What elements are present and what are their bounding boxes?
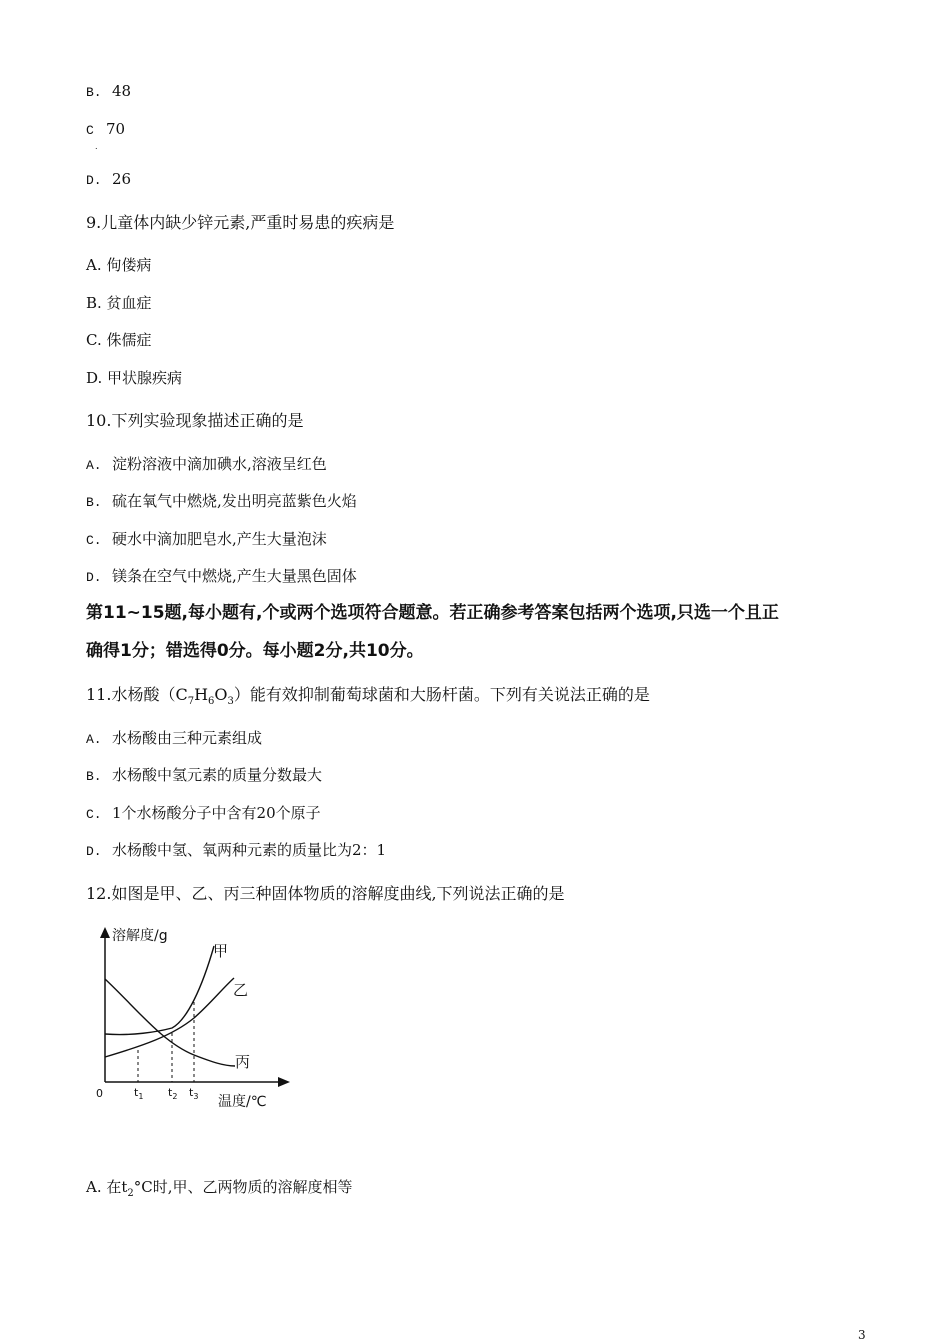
question-9-stem: 9.儿童体内缺少锌元素,严重时易患的疾病是 (86, 213, 395, 232)
option-d (86, 169, 131, 191)
curve-bing (105, 979, 235, 1066)
question-11-option-c (86, 803, 321, 825)
question-11-option-a (86, 728, 262, 750)
section-instruction-line-1: 第11~15题,每小题有,个或两个选项符合题意。若正确参考答案包括两个选项,只选一个且正 (86, 603, 779, 623)
subscript: 7 (187, 696, 195, 708)
option-letter: A. (86, 458, 102, 473)
subscript: 2 (127, 1188, 134, 1199)
question-12-stem: 12.如图是甲、乙、丙三种固体物质的溶解度曲线,下列说法正确的是 (86, 884, 565, 903)
solubility-curve-figure (92, 924, 307, 1114)
question-9-option-c: C. 侏儒症 (86, 331, 152, 349)
subscript: 6 (208, 696, 215, 708)
option-letter: D. (86, 173, 102, 188)
option-letter: B. (86, 769, 102, 784)
option-letter: B. (86, 495, 102, 510)
option-text: 硫在氧气中燃烧,发出明亮蓝紫色火焰 (112, 492, 357, 510)
option-prefix: A. 在t (86, 1178, 128, 1196)
element-symbol: O (214, 685, 228, 704)
curve-label-bing: 丙 (235, 1053, 251, 1071)
option-value: 70 (106, 120, 126, 138)
question-9-option-b: B. 贫血症 (86, 294, 152, 312)
option-letter: C. (86, 533, 102, 548)
curve-label-jia: 甲 (213, 942, 229, 960)
option-text: 水杨酸中氢、氧两种元素的质量比为2：1 (112, 841, 387, 859)
option-value: 48 (112, 82, 132, 100)
option-text: 镁条在空气中燃烧,产生大量黑色固体 (112, 567, 357, 585)
question-10-option-d (86, 566, 357, 588)
x-axis-label: 温度/℃ (218, 1094, 267, 1110)
curve-yi (105, 978, 234, 1057)
question-12-option-a (86, 1177, 353, 1204)
option-text: 水杨酸中氢元素的质量分数最大 (112, 766, 323, 784)
tick-t3: $t_3$ (189, 1086, 199, 1101)
option-letter: D. (86, 570, 102, 585)
tick-t2: $t_2$ (168, 1086, 178, 1101)
option-text: 1个水杨酸分子中含有20个原子 (112, 804, 321, 822)
option-letter: D. (86, 844, 102, 859)
option-letter: C (86, 123, 94, 138)
option-text: 淀粉溶液中滴加碘水,溶液呈红色 (112, 455, 327, 473)
question-10-stem: 10.下列实验现象描述正确的是 (86, 411, 304, 430)
stem-suffix: ）能有效抑制葡萄球菌和大肠杆菌。下列有关说法正确的是 (233, 685, 650, 704)
option-value: 26 (112, 170, 132, 188)
curve-jia (105, 946, 214, 1035)
subscript: 3 (227, 696, 234, 708)
option-text: 硬水中滴加肥皂水,产生大量泡沫 (112, 530, 327, 548)
stem-prefix: 11.水杨酸（C (86, 685, 188, 704)
option-c (86, 119, 125, 141)
origin-label: 0 (96, 1087, 103, 1100)
question-11-option-b (86, 765, 322, 787)
option-letter: C. (86, 807, 102, 822)
page-number: 3 (858, 1328, 866, 1342)
stray-dot: . (95, 142, 98, 151)
question-10-option-c (86, 529, 327, 551)
question-9-option-d: D. 甲状腺疾病 (86, 369, 183, 387)
question-11-stem (86, 685, 650, 712)
question-9-option-a: A. 佝偻病 (86, 256, 152, 274)
tick-t1: $t_1$ (134, 1086, 144, 1101)
y-axis-label: 溶解度/g (112, 928, 168, 944)
y-axis-arrow (100, 927, 110, 938)
question-10-option-b (86, 491, 357, 513)
option-suffix: °C时,甲、乙两物质的溶解度相等 (133, 1178, 353, 1196)
question-10-option-a (86, 454, 327, 476)
question-11-option-d (86, 840, 386, 862)
option-letter: B. (86, 85, 102, 100)
section-instruction-line-2: 确得1分；错选得0分。每小题2分,共10分。 (86, 641, 424, 661)
curve-label-yi: 乙 (233, 981, 249, 999)
option-letter: A. (86, 732, 102, 747)
x-axis-arrow (278, 1077, 290, 1087)
option-text: 水杨酸由三种元素组成 (112, 729, 263, 747)
option-b (86, 81, 131, 103)
element-symbol: H (194, 685, 209, 704)
